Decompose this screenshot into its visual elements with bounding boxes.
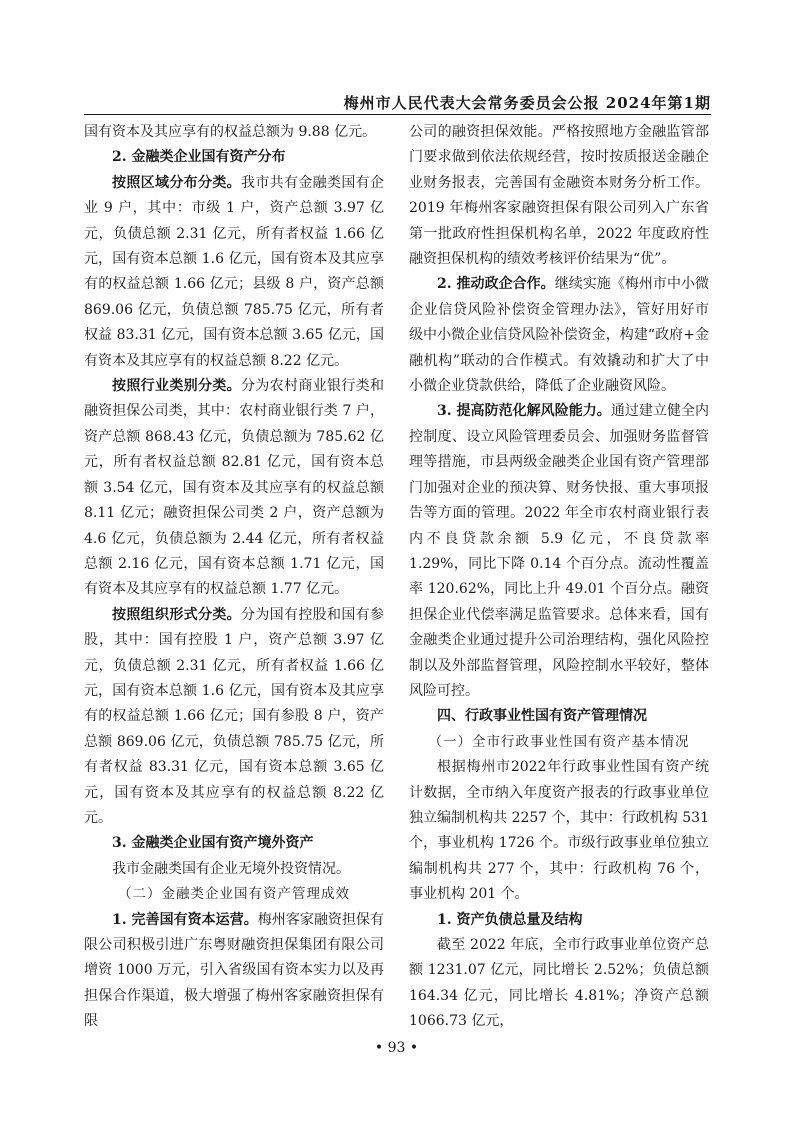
paragraph-text: 分为国有控股和国有参股，其中：国有控股 1 户，资产总额 3.97 亿元，负债总额 2.31 亿元，所有者权益 1.66 亿元，国有资本总额 1.6 亿元，国有资本及其应享有的权益总额 1.66 亿元；国有参股 8 户，资产总额 869.06 亿元，负债总额 785.75 亿元，所有者权益 83.31 亿元，国有资本总额 3.65 亿元，国有资本及其应享有的权益总额 8.22 亿元。: [84, 606, 384, 826]
lead-phrase: 3. 提高防范化解风险能力。: [437, 403, 611, 420]
paragraph-text: 通过建立健全内控制度、设立风险管理委员会、加强财务监督管理等措施，市县两级金融类企业国有资产管理部门加强对企业的预决算、财务快报、重大事项报告等方面的管理。2022 年全市农村商业银行表内不良贷款余额 5.9 亿元，不良贷款率 1.29%，同比下降 0.14 个百分点。流动性覆盖率 120.62%，同比上升 49.01 个百分点。融资担保企业代偿率满足监管要求。总体来看，国有金融类企业通过提升公司治理结构，强化风险控制以及外部监督管理，风险控制水平较好，整体风险可控。: [409, 403, 709, 699]
paragraph: [84, 603, 384, 832]
chapter-heading: 四、行政事业性国有资产管理情况: [437, 708, 647, 725]
paragraph: [409, 272, 709, 399]
paragraph: 根据梅州市2022年行政事业性国有资产统计数据，全市纳入年度资产报表的行政事业单位独立编制机构共 2257 个，其中：行政机构 531 个，事业机构 1726 个。市级行政事业单位独立编制机构共 277 个，其中：行政机构 76 个，事业机构 201 个。: [409, 759, 709, 903]
lead-phrase: 按照区域分布分类。: [112, 174, 241, 191]
subsection-heading: （二）金融类企业国有资产管理成效: [118, 886, 350, 903]
page-number: • 93 •: [374, 1040, 419, 1056]
paragraph: 公司的融资担保效能。严格按照地方金融监管部门要求做到依法依规经营，按时按质报送金融企业财务报表，完善国有金融资本财务分析工作。2019 年梅州客家融资担保有限公司列入广东省第一批政府性担保机构名单，2022 年度政府性融资担保机构的绩效考核评价结果为“优”。: [409, 124, 709, 268]
right-column: [409, 120, 709, 1035]
paragraph-text: 分为农村商业银行类和融资担保公司类，其中：农村商业银行类 7 户，资产总额 868.43 亿元，负债总额为 785.62 亿元，所有者权益总额 82.81 亿元，国有资本总额 3.54 亿元，国有资本及其应享有的权益总额 8.11 亿元；融资担保公司类 2 户，资产总额为 4.6 亿元，负债总额为 2.44 亿元，所有者权益总额 2.16 亿元，国有资本总额 1.71 亿元，国有资本及其应享有的权益总额 1.77 亿元。: [84, 378, 384, 598]
paragraph-text: 我市共有金融类国有企业 9 户，其中：市级 1 户，资产总额 3.97 亿元，负债总额 2.31 亿元，所有者权益 1.66 亿元，国有资本总额 1.6 亿元，国有资本及其应享有的权益总额 1.66 亿元；县级 8 户，资产总额 869.06 亿元，负债总额 785.75 亿元，所有者权益 83.31 亿元，国有资本总额 3.65 亿元，国有资本及其应享有的权益总额 8.22 亿元。: [84, 174, 384, 369]
subsection-heading: （一）全市行政事业性国有资产基本情况: [428, 733, 690, 750]
paragraph: 国有资本及其应享有的权益总额为 9.88 亿元。: [84, 124, 377, 140]
paragraph: 截至 2022 年底，全市行政事业单位资产总额 1231.07 亿元，同比增长 2.52%；负债总额 164.34 亿元，同比增长 4.81%；净资产总额 1066.73 亿元，: [409, 937, 709, 1030]
lead-phrase: 2. 推动政企合作。: [437, 276, 555, 293]
left-column: [84, 120, 384, 1035]
paragraph: [84, 171, 384, 374]
lead-phrase: 按照行业类别分类。: [112, 378, 241, 395]
section-heading: 2. 金融类企业国有资产分布: [112, 149, 286, 166]
lead-phrase: 1. 完善国有资本运营。: [112, 911, 258, 928]
paragraph-text: 梅州客家融资担保有限公司积极引进广东粤财融资担保集团有限公司增资 1000 万元，引入省级国有资本实力以及再担保合作渠道，极大增强了梅州客家融资担保有限: [84, 911, 385, 1030]
paragraph: [409, 399, 709, 704]
paragraph: 我市金融类国有企业无境外投资情况。: [112, 860, 350, 877]
section-heading: 1. 资产负债总量及结构: [437, 911, 583, 928]
header-title: 梅州市人民代表大会常务委员会公报 2024年第1期: [343, 94, 711, 112]
lead-phrase: 按照组织形式分类。: [112, 606, 241, 623]
section-heading: 3. 金融类企业国有资产境外资产: [112, 835, 314, 852]
paragraph-text: 继续实施《梅州市中小微企业信贷风险补偿资金管理办法》，管好用好市级中小微企业信贷风险补偿资金，构建“政府+金融机构”联动的合作模式。有效撬动和扩大了中小微企业贷款供给，降低了企业融资风险。: [409, 276, 709, 395]
page-header: [84, 92, 711, 115]
paragraph: [84, 908, 384, 1035]
paragraph: [84, 374, 384, 603]
